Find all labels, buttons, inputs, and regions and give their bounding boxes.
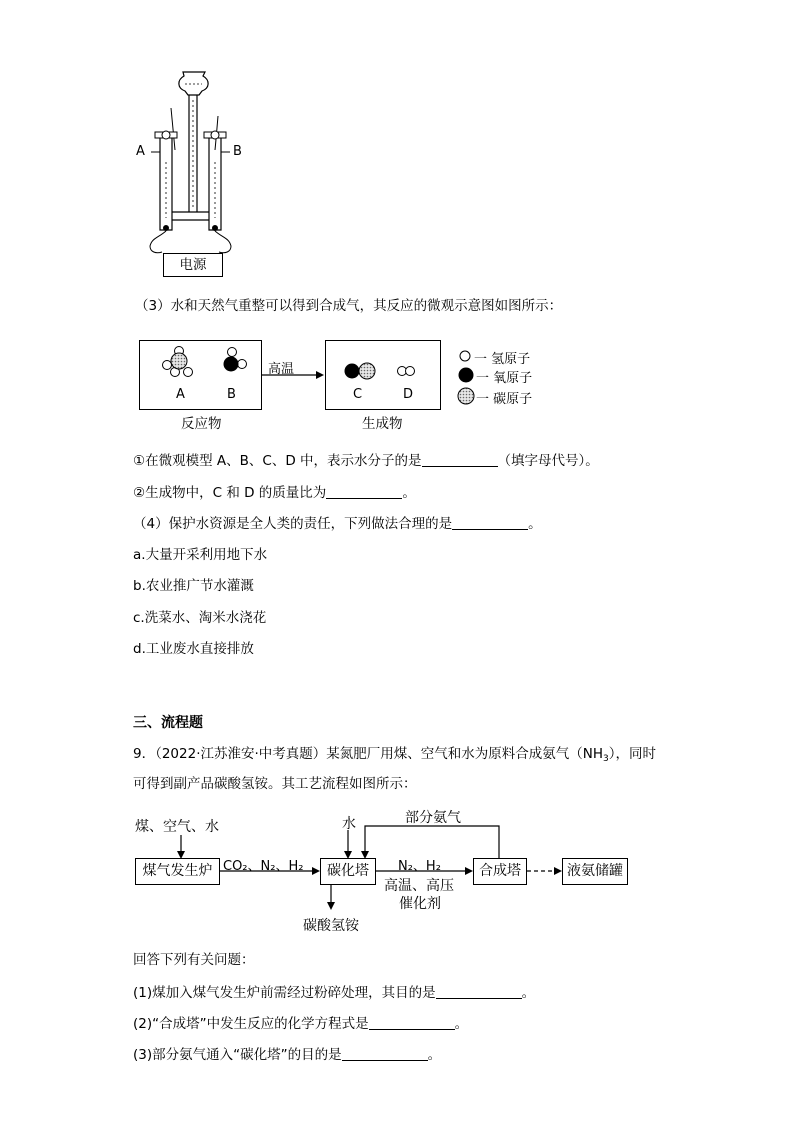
reaction-condition: 高温: [268, 362, 295, 377]
q9-line1-suffix: ），同时: [608, 746, 657, 762]
flow-raw-materials: 煤、空气、水: [135, 819, 219, 835]
q9-sub3: [133, 1046, 441, 1064]
tube-a-label: A: [136, 144, 145, 159]
flow-carbonization-tower: 碳化塔: [320, 858, 376, 885]
reactants-caption: 反应物: [181, 416, 222, 432]
q9-sub2-text: (2)“合成塔”中发生反应的化学方程式是: [133, 1016, 369, 1032]
q9-line1-prefix: 9．（2022·江苏淮安·中考真题）某氮肥厂用煤、空气和水为原料合成氨气（NH: [133, 746, 604, 762]
q4-text: （4）保护水资源是全人类的责任，下列做法合理的是: [133, 516, 453, 532]
q4-option-a: a.大量开采利用地下水: [133, 547, 268, 563]
q9-sub1: [133, 984, 535, 1002]
section-heading: 三、流程题: [133, 715, 203, 731]
q9-sub2: [133, 1015, 468, 1033]
product-label-d: D: [403, 387, 414, 402]
tube-b-label: B: [233, 144, 242, 159]
flow-synthesis-tower: 合成塔: [473, 858, 527, 885]
legend-oxygen-text: 一 氧原子: [476, 371, 533, 386]
flow-conditions-2: 催化剂: [399, 896, 441, 912]
legend-carbon-text: 一 碳原子: [476, 392, 533, 407]
q9-sub2-suffix: 。: [454, 1016, 469, 1032]
q4-suffix: 。: [528, 516, 542, 532]
reactant-label-a: A: [176, 387, 185, 402]
flow-gas-products: CO₂、N₂、H₂: [223, 859, 304, 874]
q9-sub3-suffix: 。: [427, 1047, 442, 1063]
q3-sub1-text: ①在微观模型 A、B、C、D 中，表示水分子的是: [133, 453, 422, 469]
flow-byproduct: 碳酸氢铵: [303, 918, 359, 934]
product-label-c: C: [353, 387, 363, 402]
q4-option-d: d.工业废水直接排放: [133, 641, 254, 657]
flow-recycle-label: 部分氨气: [405, 810, 461, 826]
q3-intro: （3）水和天然气重整可以得到合成气，其反应的微观示意图如图所示：: [135, 298, 563, 314]
q9-sub2-blank[interactable]: [369, 1015, 455, 1030]
flow-conditions-1: 高温、高压: [384, 878, 454, 894]
q3-sub1-suffix: （填字母代号）。: [497, 453, 599, 469]
flow-storage-tank: 液氨储罐: [562, 858, 628, 885]
q9-sub3-blank[interactable]: [342, 1046, 428, 1061]
flow-water: 水: [342, 816, 356, 832]
answer-intro: 回答下列有关问题：: [133, 952, 255, 968]
flow-feed-gases: N₂、H₂: [398, 859, 441, 874]
q3-sub2-text: ②生成物中，C 和 D 的质量比为: [133, 485, 327, 501]
q9-sub1-suffix: 。: [521, 985, 536, 1001]
power-supply-box: 电源: [163, 253, 223, 277]
flow-gas-generator: 煤气发生炉: [135, 858, 220, 885]
q9-sub3-text: (3)部分氨气通入“碳化塔”的目的是: [133, 1047, 342, 1063]
q9-sub1-blank[interactable]: [436, 984, 522, 999]
q9-sub1-text: (1)煤加入煤气发生炉前需经过粉碎处理，其目的是: [133, 985, 436, 1001]
q9-line1-sub: 3: [603, 754, 609, 764]
q3-sub2-suffix: 。: [402, 485, 416, 501]
q4-option-c: c.洗菜水、淘米水浇花: [133, 610, 267, 626]
products-caption: 生成物: [362, 416, 403, 432]
q4-option-b: b.农业推广节水灌溉: [133, 578, 254, 594]
legend-hydrogen-text: 一 氢原子: [474, 352, 531, 367]
q9-line2: 可得到副产品碳酸氢铵。其工艺流程如图所示：: [133, 776, 417, 792]
reactant-label-b: B: [227, 387, 236, 402]
